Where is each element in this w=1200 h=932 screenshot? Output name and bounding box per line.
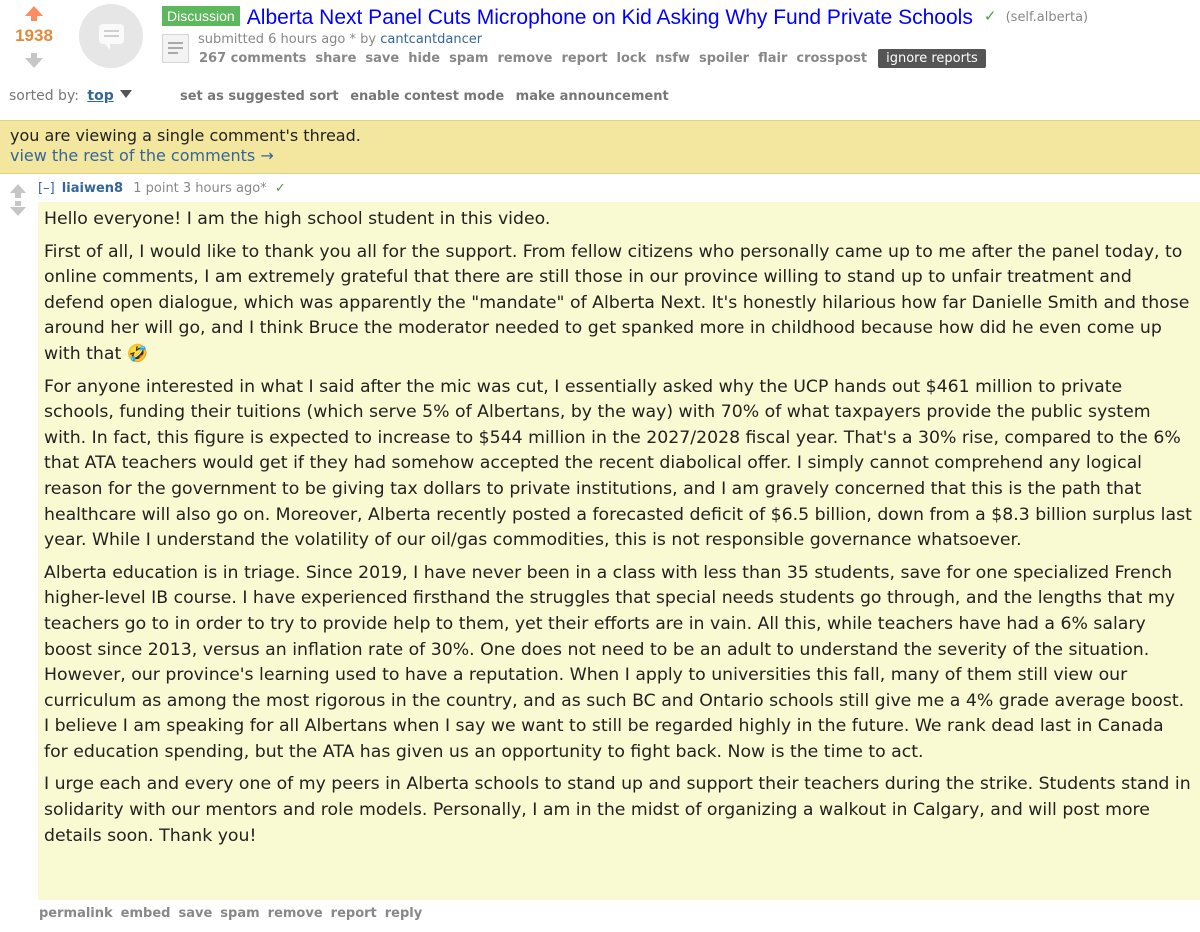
crosspost-button[interactable]: crosspost [796, 51, 868, 66]
share-button[interactable]: share [315, 51, 357, 66]
comment-report-button[interactable]: report [330, 906, 377, 921]
sort-label: sorted by: [9, 88, 79, 104]
submitted-text: submitted 6 hours ago * by [198, 32, 377, 47]
comment-tagline [38, 181, 286, 196]
comment-upvote-arrow-icon[interactable] [10, 184, 26, 193]
post-author-link[interactable]: cantcantdancer [380, 32, 483, 47]
comments-link[interactable]: 267 comments [199, 51, 307, 66]
spoiler-button[interactable]: spoiler [698, 51, 750, 66]
comment-spam-button[interactable]: spam [220, 906, 260, 921]
post-buttons [199, 51, 995, 66]
notice-message: you are viewing a single comment's thread. [10, 126, 361, 145]
remove-button[interactable]: remove [497, 51, 553, 66]
make-announcement-link[interactable]: make announcement [515, 89, 669, 104]
report-button[interactable]: report [561, 51, 608, 66]
speech-bubble-icon [99, 24, 124, 44]
embed-button[interactable]: embed [120, 906, 171, 921]
flair-button[interactable]: flair [758, 51, 788, 66]
view-rest-comments-link[interactable]: view the rest of the comments → [10, 146, 274, 165]
comment-meta: 1 point 3 hours ago* [133, 181, 267, 196]
save-button[interactable]: save [365, 51, 400, 66]
ignore-reports-button[interactable]: ignore reports [878, 49, 986, 68]
comment-paragraph: First of all, I would like to thank you all for the support. From fellow citizens who personally came up to me after the panel today, to online comments, I am extremely grateful that there are still those in our province willing to stand up to unfair treatment and defend open dialogue, which was apparently the "mandate" of Alberta Next. It's honestly hilarious how far Danielle Smith and those around her will go, and I think Bruce the moderator needed to get spanked more in childhood because how did he even come up with that 🤣 [44, 241, 1190, 364]
post-tagline [198, 32, 482, 47]
expand-selftext-icon[interactable] [162, 34, 189, 63]
single-thread-notice [0, 120, 1200, 174]
comment-save-button[interactable]: save [178, 906, 213, 921]
sort-bar [9, 88, 132, 104]
self-post-thumbnail[interactable] [79, 4, 143, 68]
post-flair[interactable]: Discussion [162, 6, 240, 26]
reply-button[interactable]: reply [384, 906, 423, 921]
permalink-button[interactable]: permalink [39, 906, 113, 921]
enable-contest-mode-link[interactable]: enable contest mode [350, 89, 505, 104]
set-suggested-sort-link[interactable]: set as suggested sort [180, 89, 339, 104]
sort-dropdown[interactable]: top [87, 88, 114, 104]
post [0, 0, 1200, 80]
post-domain[interactable]: (self.alberta) [1005, 10, 1089, 25]
nsfw-button[interactable]: nsfw [655, 51, 690, 66]
comment-approved-check-icon: ✓ [274, 181, 286, 196]
chevron-down-icon[interactable] [120, 90, 132, 98]
post-score: 1938 [15, 26, 53, 45]
post-title-row [162, 6, 1088, 30]
post-title-link[interactable]: Alberta Next Panel Cuts Microphone on Kid Asking Why Fund Private Schools [246, 6, 973, 29]
comment-downvote-arrow-icon[interactable] [10, 207, 26, 216]
comment-paragraph: Hello everyone! I am the high school student in this video. [44, 209, 551, 229]
comment-paragraph: I urge each and every one of my peers in Alberta schools to stand up and support their teachers during the strike. Students stand in solidarity with our mentors and role models. Personally, I am in the midst of organizing a walkout in Calgary, and will post more details soon. Thank you! [44, 774, 1191, 846]
comment-paragraph: For anyone interested in what I said after the mic was cut, I essentially asked why the UCP hands out $461 million to private schools, funding their tuitions (which serve 5% of Albertans, by the way) with 70% of what taxpayers provide the public system with. In fact, this figure is expected to increase to $544 million in the 2027/2028 fiscal year. That's a 30% rise, compared to the 6% that ATA teachers would get if they had somehow accepted the recent diabolical offer. I simply cannot comprehend any logical reason for the government to be giving tax dollars to private institutions, and I am gravely concerned that this is the path that healthcare will also go on. Moreover, Alberta recently posted a forecasted deficit of $6.5 billion, down from a $8.3 billion surplus last year. While I understand the volatility of our oil/gas commodities, this is not responsible governance whatsoever. [44, 376, 1192, 551]
comment-buttons [39, 906, 430, 921]
hide-button[interactable]: hide [408, 51, 441, 66]
approved-check-icon: ✓ [983, 7, 997, 25]
spam-button[interactable]: spam [449, 51, 489, 66]
post-vote [8, 6, 60, 68]
downvote-arrow-icon[interactable] [25, 58, 43, 68]
comment-body [38, 202, 1200, 900]
comment-author-link[interactable]: liaiwen8 [61, 181, 124, 196]
upvote-arrow-icon[interactable] [25, 6, 43, 16]
comment-remove-button[interactable]: remove [267, 906, 323, 921]
collapse-toggle[interactable]: [–] [38, 181, 55, 196]
mod-sort-links [180, 89, 676, 104]
comment-paragraph: Alberta education is in triage. Since 2019, I have never been in a class with less than 35 students, save for one specialized French higher-level IB course. I have experienced firsthand the struggles that special needs students go through, and the lengths that my teachers go to in order to try to provide help to them, yet their efforts are in vain. All this, while teachers have had a 6% salary boost since 2013, versus an inflation rate of 30%. One does not need to be an adult to understand the severity of the situation. However, our province's learning used to have a reputation. When I apply to universities this fall, many of them still view our curriculum as among the most rigorous in the country, and as such BC and Ontario schools still give me a 4% grade average boost. I believe I am speaking for all Albertans when I say we want to still be regarded highly in the future. We rank dead last in Canada for education spending, but the ATA has given us an opportunity to fight back. Now is the time to act. [44, 562, 1185, 762]
comment-vote [8, 184, 28, 216]
lock-button[interactable]: lock [616, 51, 647, 66]
